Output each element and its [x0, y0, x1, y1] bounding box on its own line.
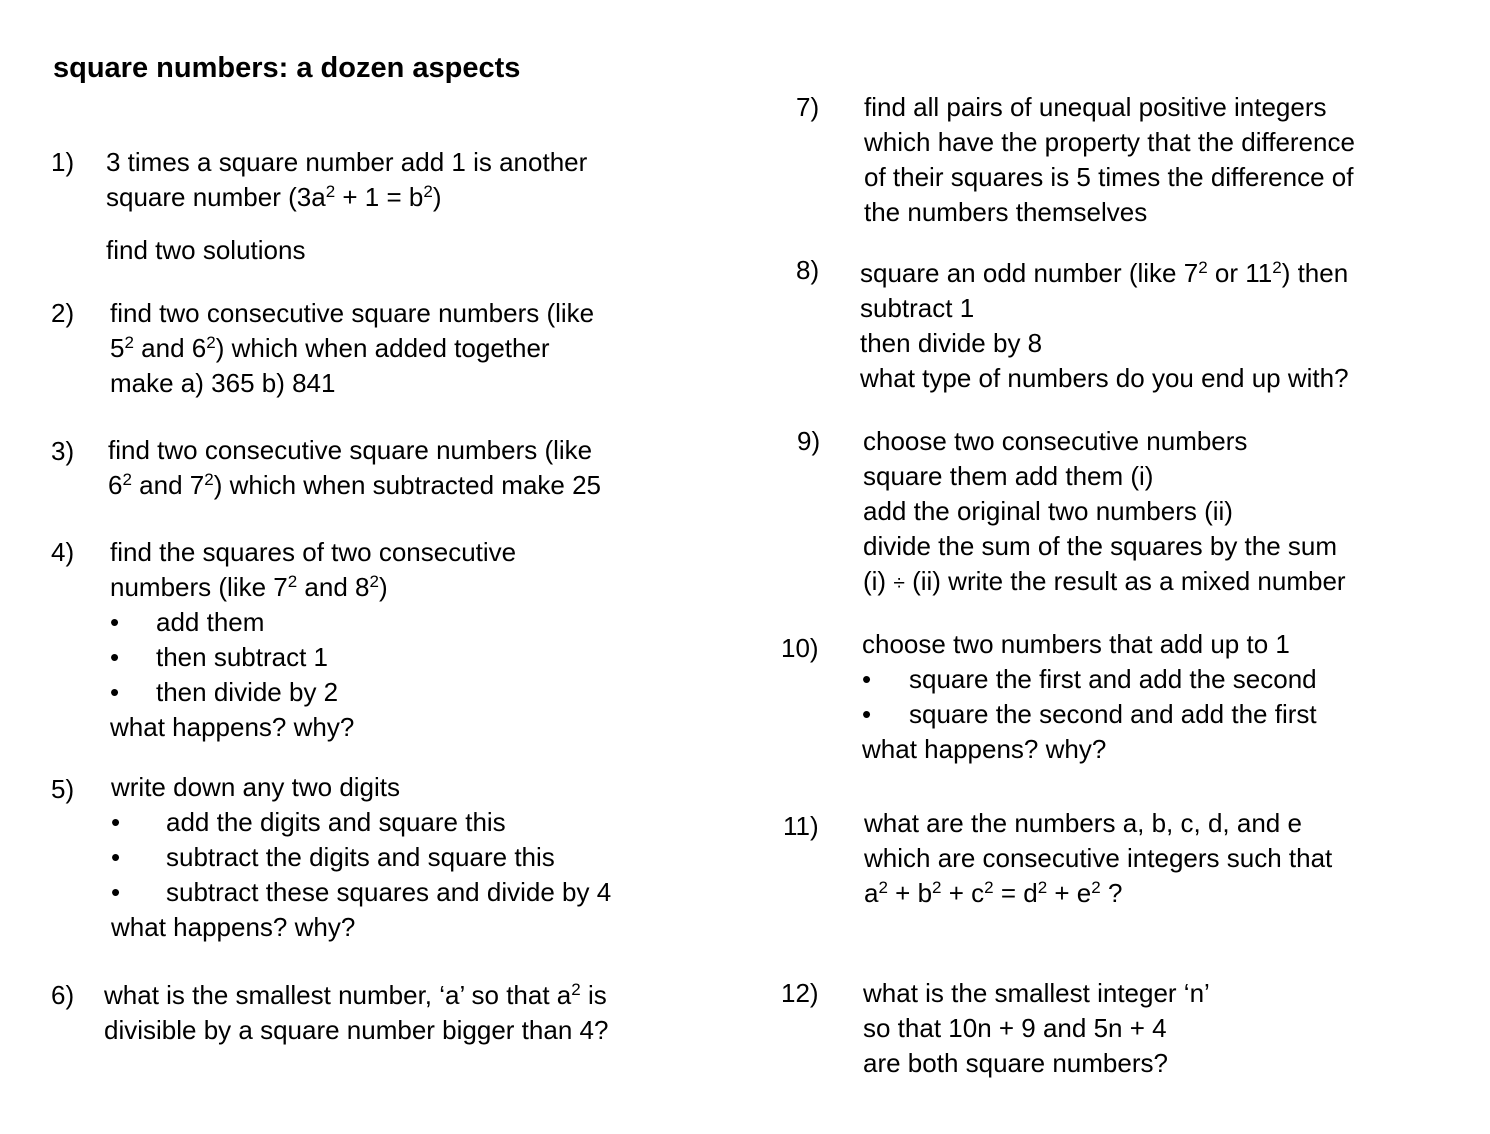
question-5-number: 5)	[51, 774, 75, 804]
list-item: • then divide by 2	[110, 675, 516, 710]
question-4	[110, 535, 516, 745]
question-9-line-5: (i) ÷ (ii) write the result as a mixed number	[863, 566, 1346, 596]
bullet-icon: •	[111, 807, 121, 837]
question-1-number: 1)	[51, 147, 75, 177]
bullet-icon: •	[111, 877, 121, 907]
question-1-line-3: find two solutions	[106, 235, 306, 265]
list-item: • square the second and add the first	[862, 697, 1290, 732]
question-8-line-4: what type of numbers do you end up with?	[860, 363, 1349, 393]
question-2-line-2: $5^2$ and $6^2$) which when added together	[110, 333, 550, 363]
question-4-last: what happens? why?	[110, 712, 355, 742]
question-1-line-2: square number $(3a^2 + 1 = b^2)$	[106, 182, 442, 212]
question-8-line-2: subtract 1	[860, 293, 975, 323]
divide-icon: ÷	[893, 572, 905, 595]
question-11-line-2: which are consecutive integers such that	[864, 843, 1333, 873]
bullet-icon: •	[110, 607, 120, 637]
question-8-number: 8)	[796, 255, 820, 285]
question-1	[106, 145, 587, 268]
question-2-number: 2)	[51, 298, 75, 328]
question-4-line-1: find the squares of two consecutive	[110, 537, 517, 567]
question-3-number: 3)	[51, 436, 75, 466]
question-6-line-1: what is the smallest number, ‘a’ so that $a^2$ is	[104, 980, 607, 1010]
question-11-line-1: what are the numbers a, b, c, d, and e	[864, 808, 1302, 838]
question-7-line-3: of their squares is 5 times the difference of	[864, 162, 1354, 192]
question-12-line-3: are both square numbers?	[863, 1048, 1168, 1078]
question-7-line-1: find all pairs of unequal positive integers	[864, 92, 1327, 122]
bullet-icon: •	[862, 664, 872, 694]
question-3	[108, 433, 601, 503]
list-item: • add the digits and square this	[111, 805, 400, 840]
question-4-line-2: numbers (like $7^2$ and $8^2$)	[110, 572, 388, 602]
question-10-number: 10)	[781, 633, 819, 663]
question-11-equation: $a^2 + b^2 + c^2 = d^2 + e^2$ ?	[864, 878, 1123, 908]
question-2-line-1: find two consecutive square numbers (like	[110, 298, 595, 328]
question-12-line-1: what is the smallest integer ‘n’	[863, 978, 1210, 1008]
question-10-last: what happens? why?	[862, 734, 1107, 764]
list-item: • then subtract 1	[110, 640, 516, 675]
question-8	[860, 256, 1349, 396]
list-item: • subtract these squares and divide by 4	[111, 875, 400, 910]
question-9	[863, 424, 1346, 599]
question-7	[864, 90, 1355, 230]
question-11	[864, 806, 1332, 911]
question-9-line-1: choose two consecutive numbers	[863, 426, 1248, 456]
question-6	[104, 978, 608, 1048]
bullet-icon: •	[110, 642, 120, 672]
question-5-line-1: write down any two digits	[111, 772, 401, 802]
bullet-icon: •	[110, 677, 120, 707]
question-9-line-2: square them add them (i)	[863, 461, 1154, 491]
question-12-line-2: so that 10n + 9 and 5n + 4	[863, 1013, 1167, 1043]
question-11-number: 11)	[783, 811, 819, 841]
question-1-line-1: 3 times a square number add 1 is another	[106, 147, 588, 177]
question-7-line-2: which have the property that the difference	[864, 127, 1355, 157]
list-item: • subtract the digits and square this	[111, 840, 400, 875]
question-5-last: what happens? why?	[111, 912, 356, 942]
question-4-number: 4)	[51, 537, 75, 567]
page-title: square numbers: a dozen aspects	[53, 52, 521, 84]
question-12	[863, 976, 1210, 1081]
question-7-number: 7)	[796, 92, 820, 122]
bullet-icon: •	[111, 842, 121, 872]
question-7-line-4: the numbers themselves	[864, 197, 1148, 227]
bullet-icon: •	[862, 699, 872, 729]
question-8-line-1: square an odd number (like $7^2$ or $11^2$) then	[860, 258, 1349, 288]
question-3-line-2: $6^2$ and $7^2$) which when subtracted make 25	[108, 470, 602, 500]
question-2	[110, 296, 594, 401]
question-9-number: 9)	[797, 426, 821, 456]
question-6-number: 6)	[51, 980, 75, 1010]
question-10-line-1: choose two numbers that add up to 1	[862, 629, 1290, 659]
list-item: • square the first and add the second	[862, 662, 1290, 697]
question-5	[111, 770, 612, 945]
question-6-line-2: divisible by a square number bigger than 4?	[104, 1015, 609, 1045]
question-9-line-4: divide the sum of the squares by the sum	[863, 531, 1338, 561]
question-12-number: 12)	[781, 978, 819, 1008]
question-3-line-1: find two consecutive square numbers (like	[108, 435, 593, 465]
question-8-line-3: then divide by 8	[860, 328, 1043, 358]
question-10	[862, 627, 1317, 767]
list-item: • add them	[110, 605, 516, 640]
question-9-line-3: add the original two numbers (ii)	[863, 496, 1233, 526]
question-2-line-3: make a) 365 b) 841	[110, 368, 336, 398]
